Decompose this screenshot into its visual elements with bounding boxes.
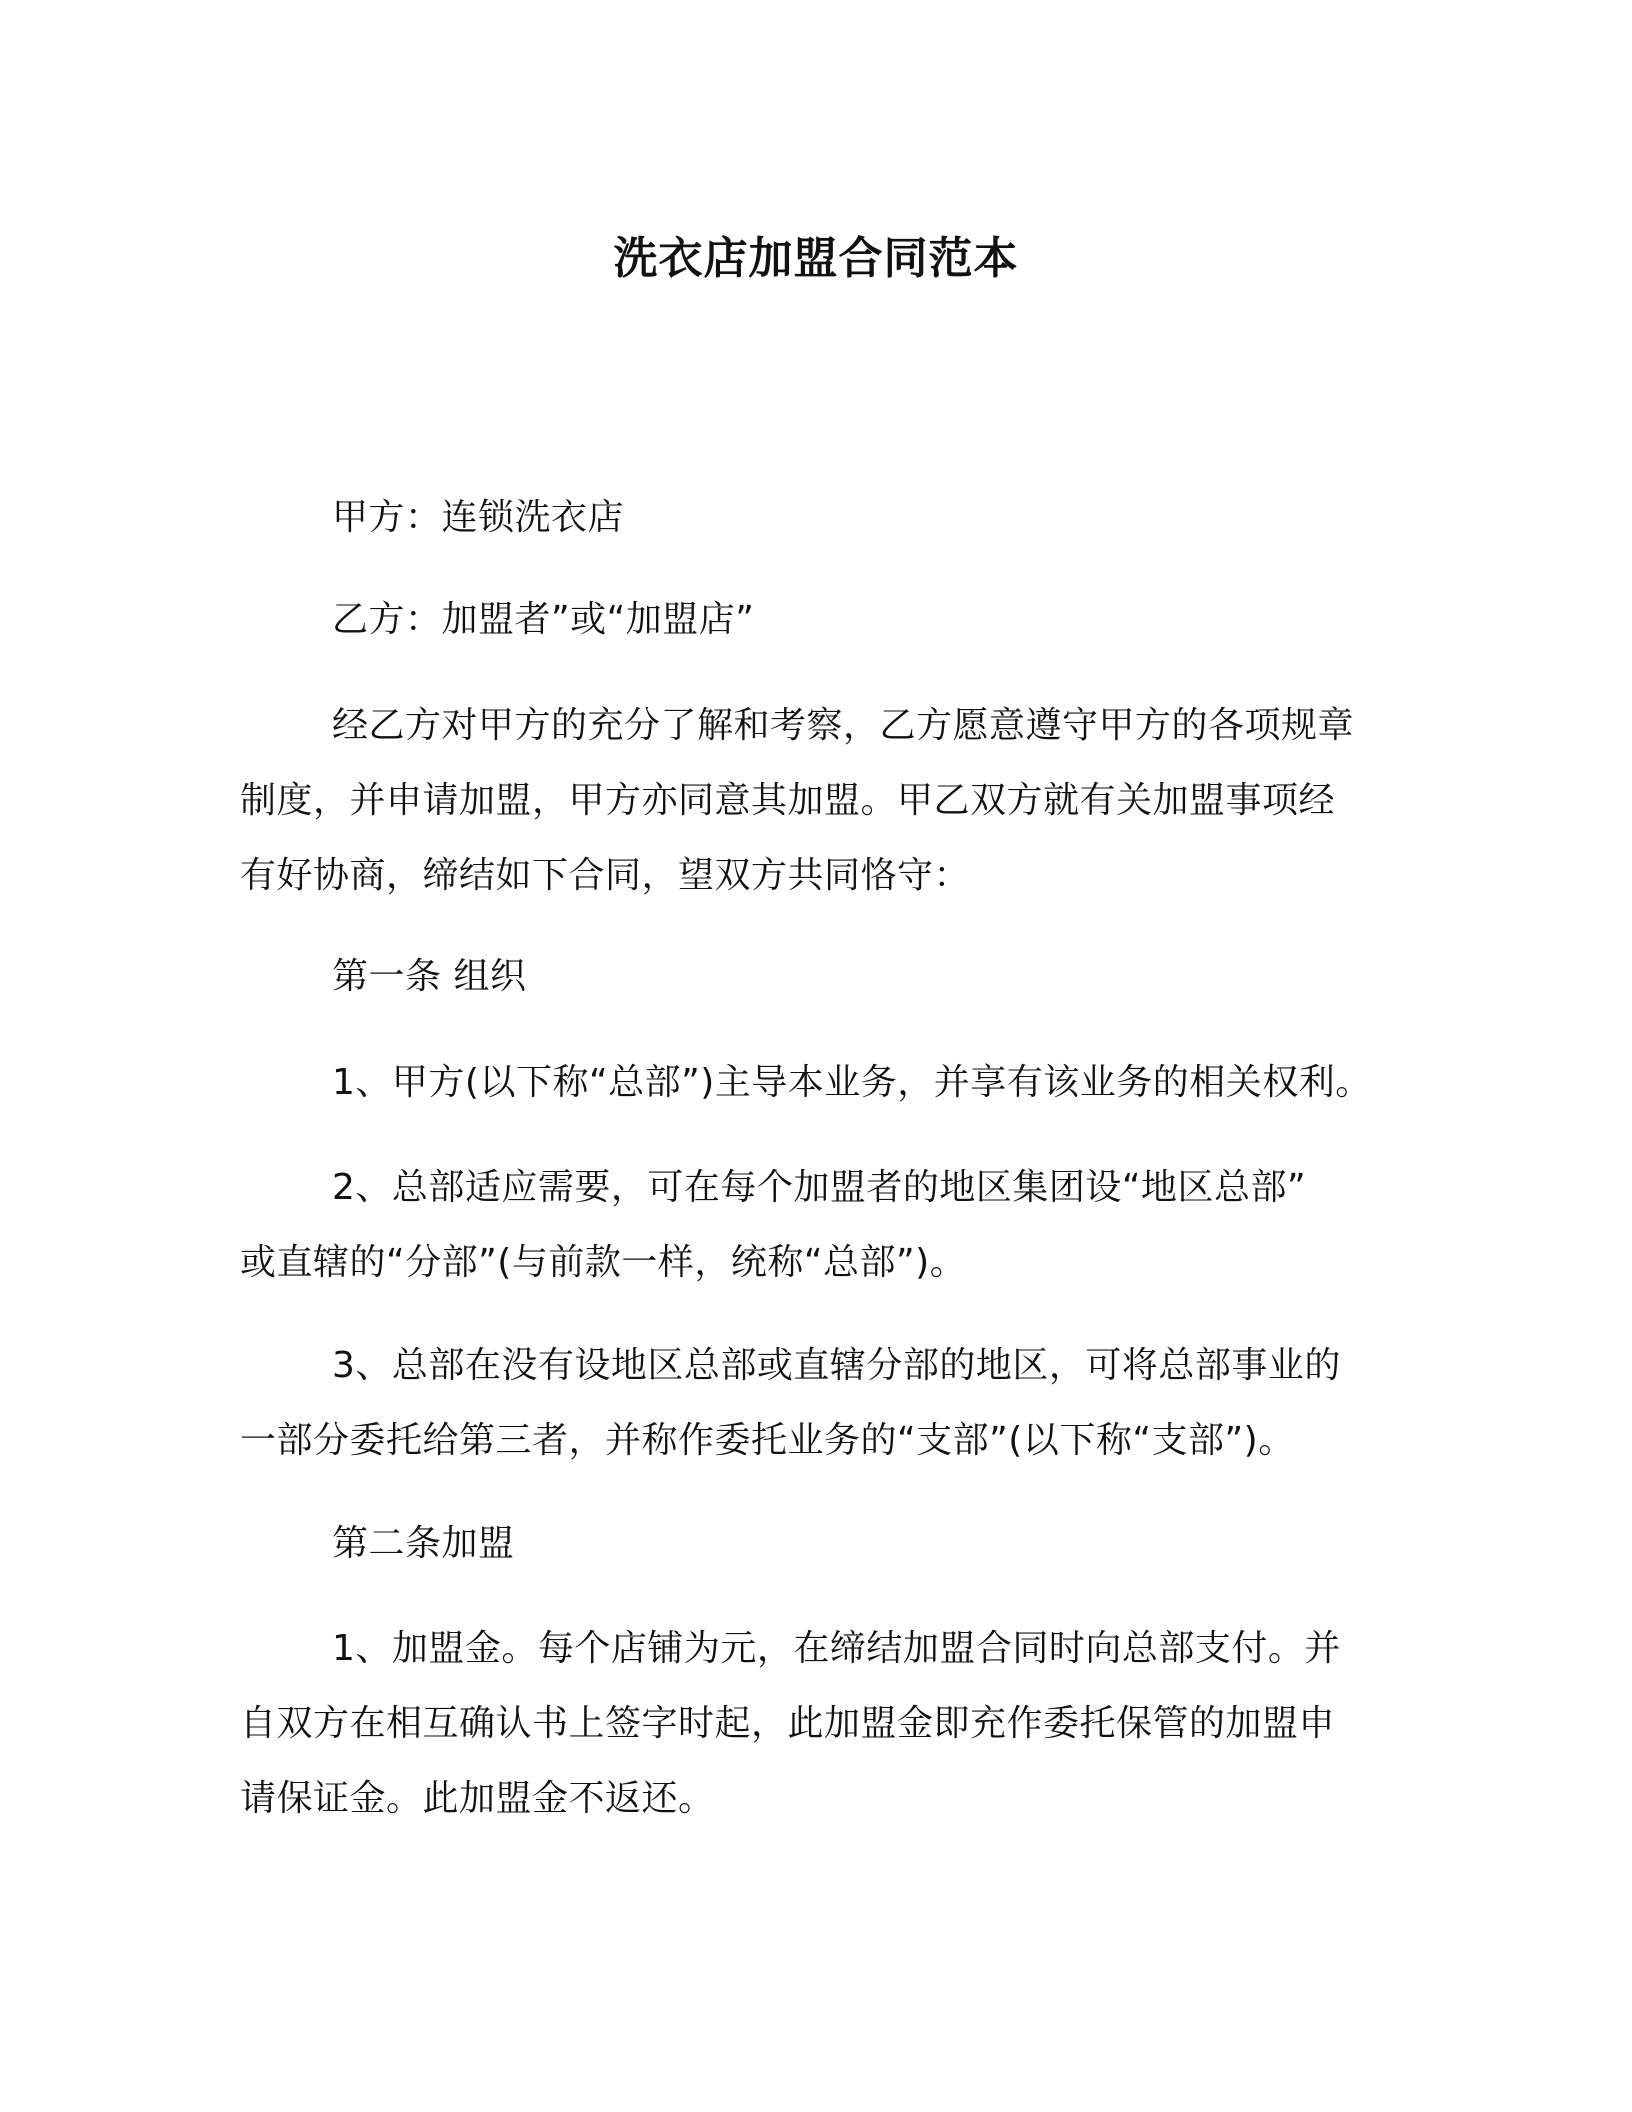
preamble-line: 经乙方对甲方的充分了解和考察，乙方愿意遵守甲方的各项规章 (332, 705, 1355, 746)
clause-line: 一部分委托给第三者，并称作委托业务的“支部”(以下称“支部”)。 (240, 1420, 1295, 1461)
clause-line: 3、总部在没有设地区总部或直辖分部的地区，可将总部事业的 (332, 1345, 1341, 1386)
party-b-line: 乙方：加盟者”或“加盟店” (332, 599, 755, 640)
preamble-line: 有好协商，缔结如下合同，望双方共同恪守： (240, 855, 971, 896)
clause-line: 1、甲方(以下称“总部”)主导本业务，并享有该业务的相关权利。 (332, 1062, 1372, 1103)
article-heading: 第二条加盟 (332, 1523, 515, 1564)
clause-line: 自双方在相互确认书上签字时起，此加盟金即充作委托保管的加盟申 (240, 1703, 1336, 1744)
clause-line: 请保证金。此加盟金不返还。 (240, 1778, 715, 1819)
clause-line: 1、加盟金。每个店铺为元，在缔结加盟合同时向总部支付。并 (332, 1628, 1341, 1669)
preamble-line: 制度，并申请加盟，甲方亦同意其加盟。甲乙双方就有关加盟事项经 (240, 780, 1336, 821)
article-heading: 第一条 组织 (332, 956, 527, 997)
clause-line: 2、总部适应需要，可在每个加盟者的地区集团设“地区总部” (332, 1167, 1307, 1208)
document-title: 洗衣店加盟合同范本 (613, 233, 1019, 284)
clause-line: 或直辖的“分部”(与前款一样，统称“总部”)。 (240, 1242, 967, 1283)
party-a-line: 甲方：连锁洗衣店 (332, 497, 625, 538)
